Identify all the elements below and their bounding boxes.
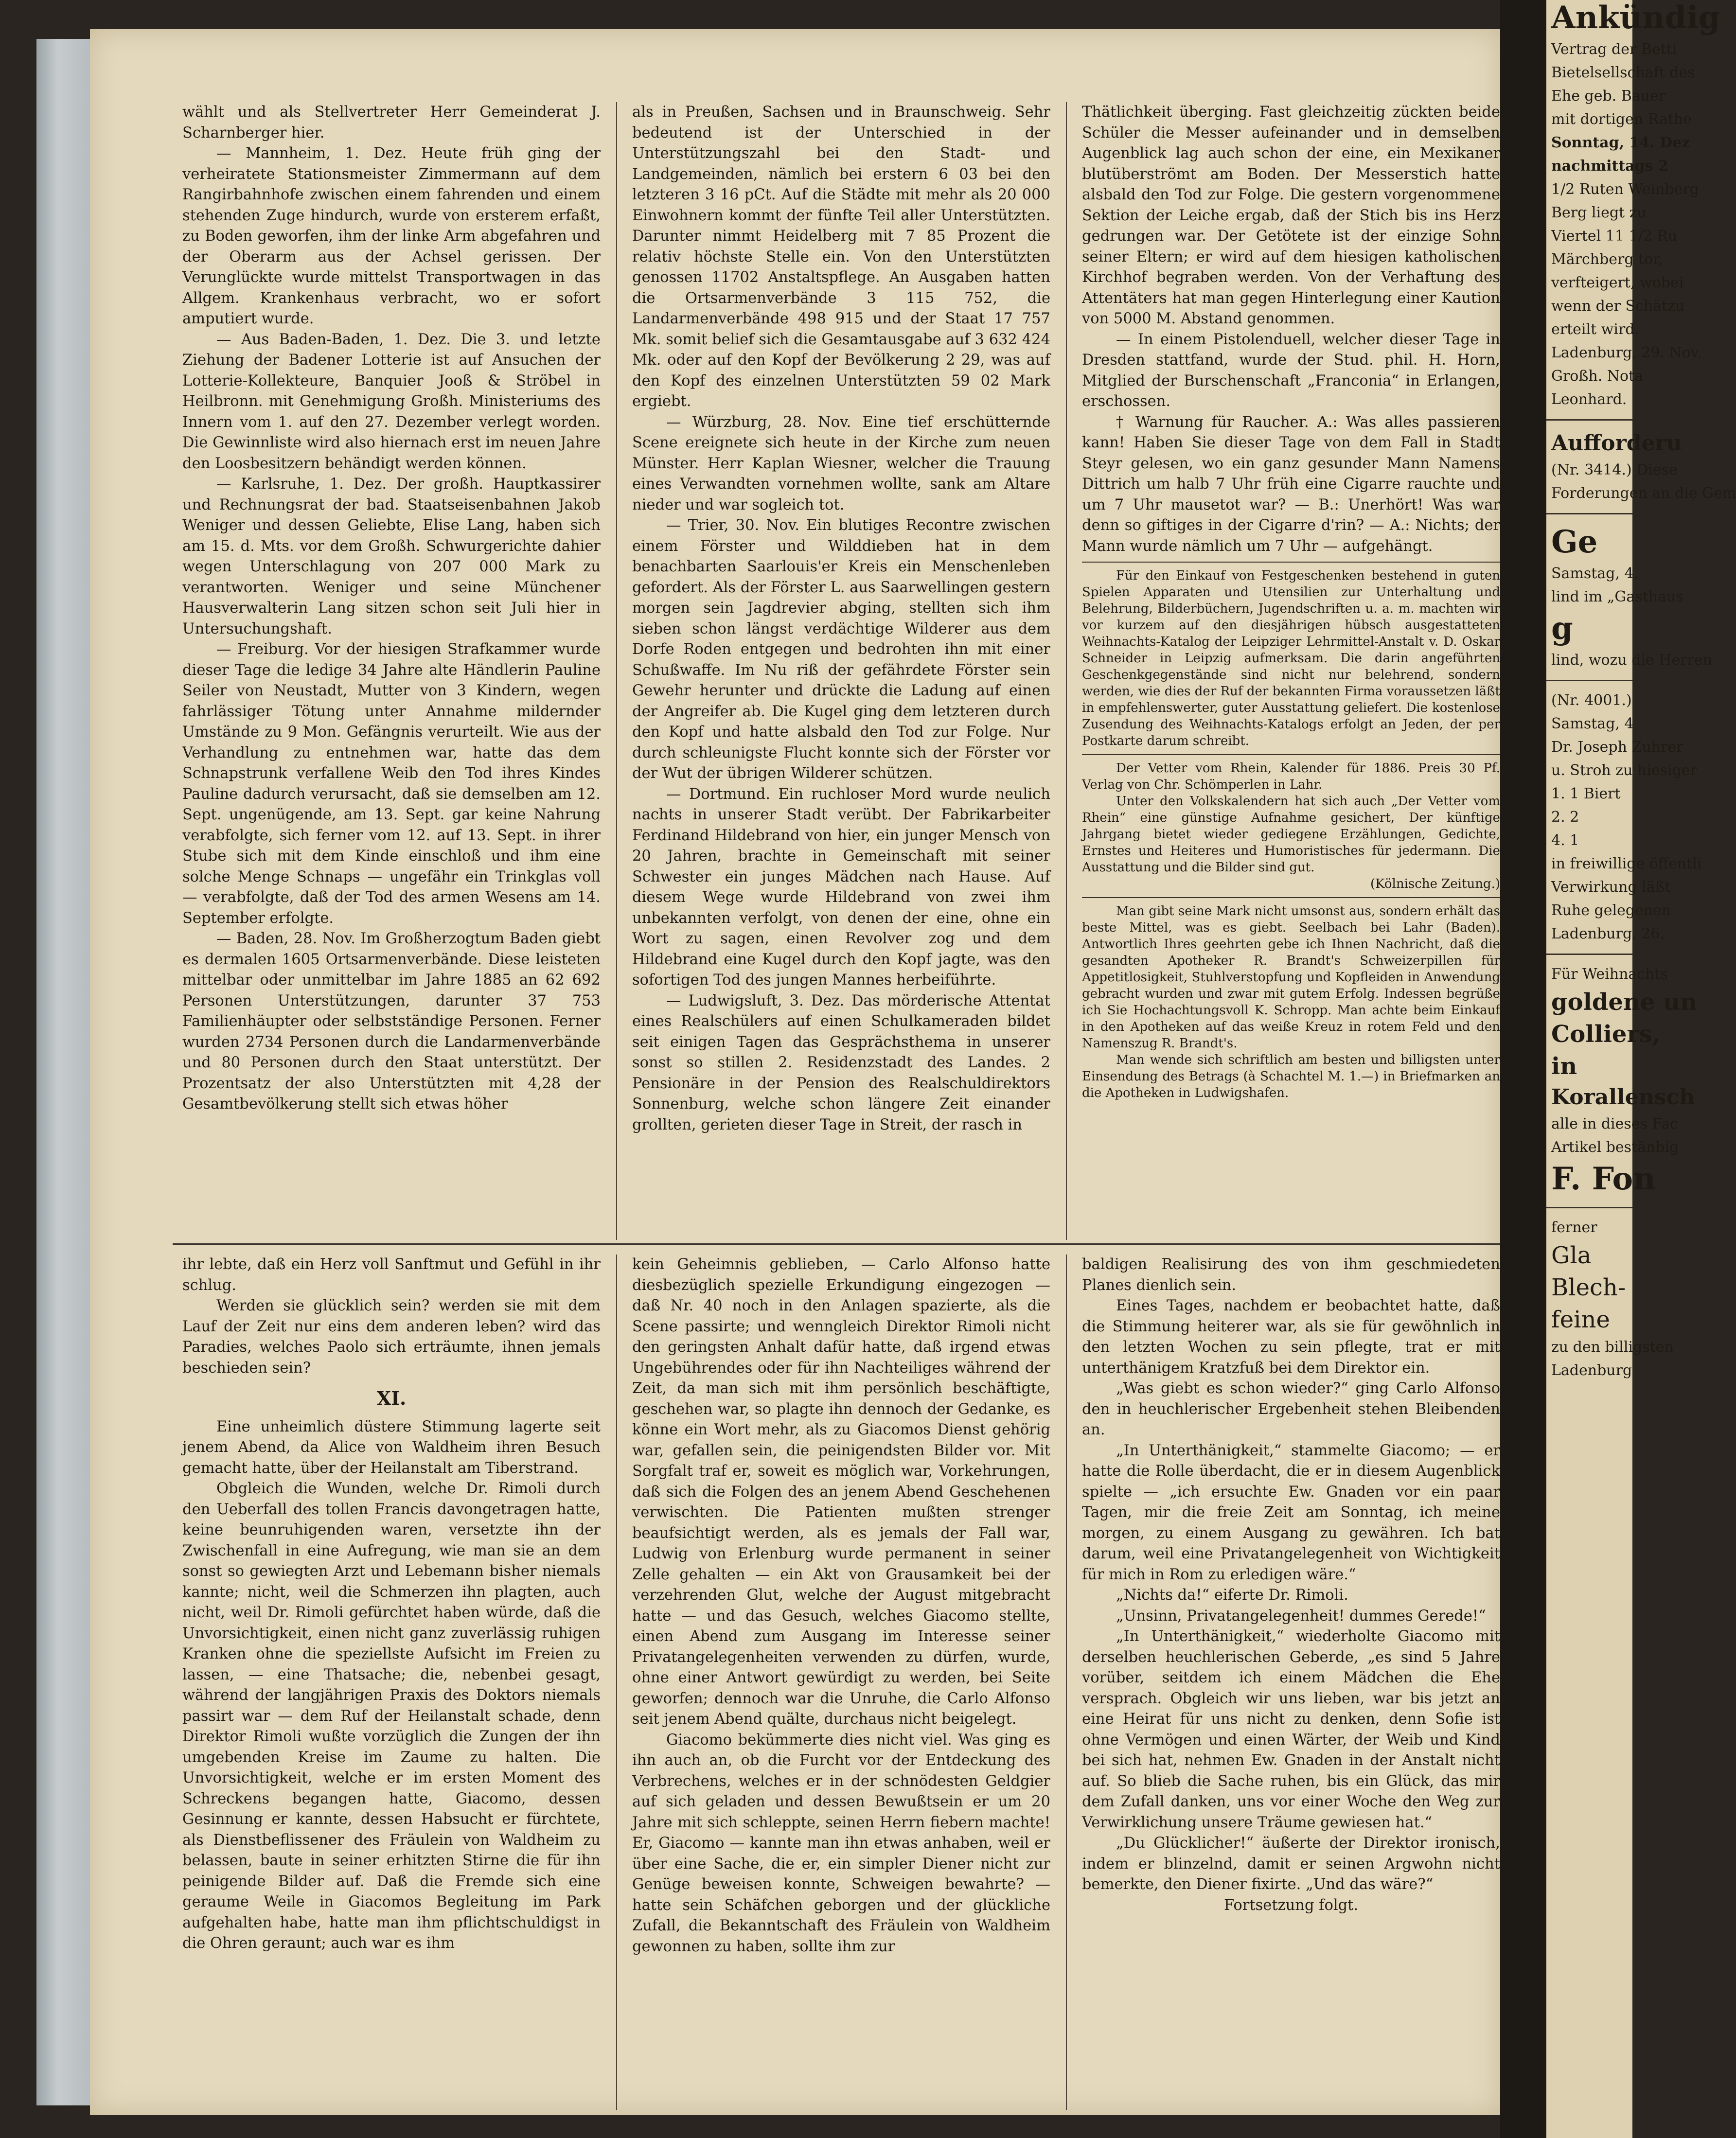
- top-column-3: [1082, 102, 1500, 1240]
- strip-text: Ruhe gelegenen: [1551, 902, 1671, 919]
- strip-text: 4. 1: [1551, 832, 1579, 849]
- strip-text: Forderungen an die Gem: [1551, 485, 1736, 502]
- strip-text: erteilt wird.: [1551, 321, 1640, 338]
- notice-vetter-title: Der Vetter vom Rhein, Kalender für 1886. Preis 30 Pf. Verlag von Chr. Schömperlen in Lahr.: [1082, 761, 1500, 792]
- story-paragraph: Giacomo bekümmerte dies nicht viel. Was ging es ihn auch an, ob die Furcht vor der Entdeckung des Verbrechens, welches er in der schnödesten Geldgier auf sich geladen und dessen Bewußtsein er um 20 Jahre mit sich schleppte, seinen Herrn fiebern machte! Er, Giacomo — kannte man ihn etwas anhaben, weil er über eine Sache, die er, ein simpler Diener nicht zur Genüge beweisen konnte, Schweigen bewahrte? — hatte sein Schäfchen geborgen und der glückliche Zufall, die Bekanntschaft des Fräulein von Waldheim gewonnen zu haben, sollte ihm zur: [632, 1731, 1050, 1955]
- strip-text: 1. 1 Biert: [1551, 785, 1621, 802]
- notice-mark-order: Man wende sich schriftlich am besten und billigsten unter Einsendung des Betrags (à Schachtel M. 1.—) in Briefmarken an die Apotheken in Ludwigshafen.: [1082, 1053, 1500, 1100]
- story-paragraph: Eines Tages, nachdem er beobachtet hatte, daß die Stimmung heiterer war, als sie für gewöhnlich in den letzten Wochen zu sein pflegte, trat er mit unterthänigem Kratzfuß bei dem Direktor ein.: [1082, 1297, 1500, 1377]
- section-rule: [1082, 562, 1500, 563]
- story-paragraph: baldigen Realisirung des von ihm geschmiedeten Planes dienlich sein.: [1082, 1256, 1500, 1294]
- article-ludwigsluft: — Ludwigsluft, 3. Dez. Das mörderische Attentat eines Realschülers auf einen Schulkameraden bildet seit einigen Tagen das Gesprächsthema in unserer sonst so stillen 2. Residenzstadt des Landes. 2 Pensionäre in der Pension des Realschuldirektors Sonnenburg, welche schon längere Zeit einander grollten, gerieten dieser Tage in Streit, der rasch in: [632, 992, 1050, 1133]
- strip-text: Colliers,: [1551, 1021, 1661, 1048]
- strip-text: Samstag, 4: [1551, 715, 1634, 732]
- article-paragraph: Thätlichkeit überging. Fast gleichzeitig zückten beide Schüler die Messer aufeinander und in demselben Augenblick lag auch schon der eine, ein Mexikaner blutüberströmt am Boden. Der Messerstich hatte alsbald den Tod zur Folge. Die gestern vorgenommene Sektion der Leiche ergab, daß der Stich bis ins Herz gedrungen war. Der Getötete ist der einzige Sohn seiner Eltern; er wird auf dem hiesigen katholischen Kirchhof begraben werden. Von der Verhaftung des Attentäters hat man gegen Hinterlegung einer Kaution von 5000 M. Abstand genommen.: [1082, 104, 1500, 327]
- strip-text: in: [1551, 1053, 1577, 1080]
- strip-rule: [1546, 1207, 1632, 1208]
- book-binding: [36, 39, 90, 2105]
- strip-text: ferner: [1551, 1219, 1597, 1236]
- story-paragraph: „Du Glücklicher!“ äußerte der Direktor ironisch, indem er blinzelnd, damit er seinen Argwohn nicht bemerkte, den Diener fixirte. „Und das wäre?“: [1082, 1835, 1500, 1893]
- strip-text: Ge: [1551, 524, 1598, 560]
- article-freiburg: — Freiburg. Vor der hiesigen Strafkammer wurde dieser Tage die ledige 34 Jahre alte Händlerin Pauline Seiler von Neustadt, Mutter von 3 Kindern, wegen fahrlässiger Tötung unter Annahme mildernder Umstände zu 9 Mon. Gefängnis verurteilt. Wie aus der Verhandlung zu entnehmen war, hatte das dem Schnapstrunk verfallene Weib den Tod ihres Kindes Pauline dadurch verursacht, daß sie demselben am 12. Sept. ungenügende, am 13. Sept. gar keine Nahrung verabfolgte, sich ferner vom 12. auf 13. Sept. in ihrer Stube sich mit dem Kinde einschloß und ihm eine solche Menge Schnaps — ungefähr ein Trinkglas voll — verabfolgte, daß der Tod des armen Wesens am 14. September erfolgte.: [182, 641, 601, 927]
- strip-text: Sonntag, 14. Dez: [1551, 134, 1690, 151]
- top-column-1: [182, 102, 601, 1240]
- strip-text: Ladenburg: [1551, 1362, 1632, 1379]
- notice-mark: Man gibt seine Mark nicht umsonst aus, sondern erhält das beste Mittel, was es giebt. Seelbach bei Lahr (Baden). Antwortlich Ihres geehrten gebe ich Ihnen Nachricht, daß die gesandten Apotheker R. Brandt's Schweizerpillen für Appetitlosigkeit, Stuhlverstopfung und Kopfleiden in Anwendung gebracht wurden und zwar mit gutem Erfolg. Indessen begrüße ich Sie Hochachtungsvoll K. Schropp. Man achte beim Einkauf in den Apotheken auf das weiße Kreuz in rotem Feld und den Namenszug R. Brandt's.: [1082, 904, 1500, 1051]
- article-baden: — Baden, 28. Nov. Im Großherzogtum Baden giebt es dermalen 1605 Ortsarmenverbände. Diese leisteten mittelbar oder unmittelbar im Jahre 1885 an 62 692 Personen Unterstützungen, darunter 37 753 Familienhäupter oder selbstständige Personen. Ferner wurden 2734 Personen durch die Landarmenverbände und 80 Personen durch den Staat unterstützt. Der Prozentsatz der also Unterstützten mit 4,28 der Gesamtbevölkerung stellt sich etwas höher: [182, 930, 601, 1113]
- strip-text: wenn der Schätzu: [1551, 298, 1685, 315]
- section-rule: [1082, 754, 1500, 755]
- strip-text: lind im „Gasthaus: [1551, 588, 1683, 605]
- story-paragraph: Werden sie glücklich sein? werden sie mit dem Lauf der Zeit nur eins dem anderen leben? wird das Paradies, welches Paolo sich erträumte, ihnen jemals beschieden sein?: [182, 1297, 601, 1377]
- article-raucher: † Warnung für Raucher. A.: Was alles passieren kann! Haben Sie dieser Tage von dem Fall in Stadt Steyr gelesen, wo ein ganz gesunder Mann Namens Dittrich um halb 7 Uhr früh eine Cigarre rauchte und um 7 Uhr mausetot war? — B.: Unerhört! Was war denn so giftiges in der Cigarre d'rin? — A.: Nichts; der Mann wurde nämlich um 7 Uhr — aufgehängt.: [1082, 413, 1500, 555]
- adjacent-page-strip: [1546, 0, 1736, 2138]
- notice-vetter-source: (Kölnische Zeitung.): [1370, 877, 1500, 891]
- chapter-heading: XI.: [376, 1387, 407, 1409]
- strip-text: Viertel 11 1/2 Ru: [1551, 228, 1678, 245]
- strip-text: Korallensch: [1551, 1085, 1695, 1110]
- story-paragraph: ihr lebte, daß ein Herz voll Sanftmut und Gefühl in ihr schlug.: [182, 1256, 601, 1294]
- strip-text: feine: [1551, 1306, 1610, 1333]
- article-karlsruhe: — Karlsruhe, 1. Dez. Der großh. Hauptkassirer und Rechnungsrat der bad. Staatseisenbahnen Jakob Weniger und dessen Geliebte, Elise Lang, haben sich am 15. d. Mts. vor dem Großh. Schwurgerichte dahier wegen Unterschlagung von 207 000 Mark zu verantworten. Weniger und seine Münchener Hausverwalterin Lang sitzen schon seit Juli hier in Untersuchungshaft.: [182, 476, 601, 637]
- strip-text: u. Stroh zu hiesiger: [1551, 762, 1697, 779]
- strip-text: Aufforderu: [1551, 431, 1682, 456]
- article-baden-baden: — Aus Baden-Baden, 1. Dez. Die 3. und letzte Ziehung der Badener Lotterie ist auf Ansuchen der Lotterie-Kollekteure, Banquier Jooß & Ströbel in Heilbronn. mit Genehmigung Großh. Ministeriums des Innern vom 1. auf den 27. Dezember verlegt worden. Die Gewinnliste wird also hiernach erst im neuen Jahre den Loosbesitzern behändigt werden können.: [182, 331, 601, 472]
- strip-text: Bietelsellschaft des: [1551, 64, 1695, 81]
- story-paragraph: „In Unterthänigkeit,“ stammelte Giacomo; — er hatte die Rolle überdacht, die er in diesem Augenblick spielte — „ich ersuchte Ew. Gnaden vor ein paar Tagen, mir die freie Zeit am Sonntag, ich meine morgen, zu einem Ausgang zu gewähren. Ich bat darum, weil eine Privatangelegenheit von Wichtigkeit für mich in Rom zu erledigen wäre.“: [1082, 1442, 1500, 1583]
- strip-text: (Nr. 4001.): [1551, 692, 1632, 709]
- strip-text: Blech-: [1551, 1274, 1626, 1301]
- strip-text: Artikel bestänbig: [1551, 1139, 1679, 1156]
- section-rule: [1082, 897, 1500, 898]
- strip-text: lind, wozu die Herren: [1551, 652, 1712, 669]
- strip-text: Ehe geb. Bauer: [1551, 88, 1666, 105]
- strip-text: (Nr. 3414.) Diese: [1551, 461, 1678, 478]
- column-rule: [616, 1255, 617, 2110]
- story-paragraph: kein Geheimnis geblieben, — Carlo Alfonso hatte diesbezüglich spezielle Erkundigung eingezogen — daß Nr. 40 noch in den Anlagen spazierte, als die Scene passirte; und wenngleich Direktor Rimoli nicht den geringsten Anhalt dafür hatte, daß irgend etwas Ungebührendes oder für ihn Nachteiliges während der Zeit, da man sich mit ihm persönlich beschäftigte, geschehen war, so plagte ihn dennoch der Gedanke, es könne ein Wort mehr, als zu Giacomos Dienst gehörig war, gefallen sein, die peinigendsten Bilder vor. Mit Sorgfalt traf er, soweit es möglich war, Vorkehrungen, daß sich die Folgen des an jenem Abend Geschehenen verwischten. Die Patienten mußten strenger beaufsichtigt werden, als es jemals der Fall war, Ludwig von Erlenburg wurde permanent in seiner Zelle gehalten — ein Akt von Grausamkeit bei der verzehrenden Glut, welche der August mitgebracht hatte — und das Gesuch, welches Giacomo stellte, einen Abend zum Ausgang im Interesse seiner Privatangelegenheiten verwenden zu dürfen, wurde, ohne einer Antwort gewürdigt zu werden, bei Seite geworfen; dennoch war die Unruhe, die Carlo Alfonso seit jenem Abend quälte, durchaus nicht beigelegt.: [632, 1256, 1050, 1728]
- column-rule: [1066, 1255, 1067, 2110]
- strip-text: g: [1551, 610, 1573, 647]
- article-dresden: — In einem Pistolenduell, welcher dieser Tage in Dresden stattfand, wurde der Stud. phil. H. Horn, Mitglied der Burschenschaft „Franconia“ in Erlangen, erschossen.: [1082, 331, 1500, 410]
- strip-text: Märchberg tor,: [1551, 251, 1663, 268]
- strip-text: Berg liegt zu: [1551, 204, 1647, 221]
- story-paragraph: „In Unterthänigkeit,“ wiederholte Giacomo mit derselben heuchlerischen Geberde, „es sind 5 Jahre vorüber, seitdem ich einem Mädchen die Ehe versprach. Obgleich wir uns lieben, war bis jetzt an eine Heirat für uns nicht zu denken, denn Sofie ist ohne Vermögen und einen Wärter, der Weib und Kind bei sich hat, nehmen Ew. Gnaden in der Anstalt nicht auf. So blieb die Sache ruhen, bis ein Glück, das mir dem Zufall danken, uns vor einer Woche den Weg zur Verwirklichung unsere Träume gewiesen hat.“: [1082, 1628, 1500, 1831]
- strip-text: in freiwillige öffentli: [1551, 855, 1702, 872]
- strip-text: 2. 2: [1551, 809, 1579, 826]
- column-rule: [1066, 102, 1067, 1240]
- strip-rule: [1546, 680, 1632, 681]
- strip-text: nachmittags 2: [1551, 158, 1668, 175]
- story-paragraph: Obgleich die Wunden, welche Dr. Rimoli durch den Ueberfall des tollen Francis davongetragen hatte, keine beunruhigenden waren, versetzte ihn der Zwischenfall in eine Aufregung, wie man sie an dem sonst so gewiegten Arzt und Lebemann bisher niemals kannte; nicht, weil die Schmerzen ihn plagten, auch nicht, weil Dr. Rimoli gefürchtet haben würde, daß die Unvorsichtigkeit, einen nicht ganz zuverlässig ruhigen Kranken ohne die speziellste Aufsicht im Freien zu lassen, — eine Thatsache; die, nebenbei gesagt, während der langjährigen Praxis des Doktors niemals passirt war — dem Ruf der Heilanstalt schade, denn Direktor Rimoli wußte vorzüglich die Zungen der ihn umgebenden Kreise im Zaume zu halten. Die Unvorsichtigkeit, welche er im ersten Moment des Schreckens begangen hatte, Giacomo, dessen Gesinnung er kannte, dessen Habsucht er fürchtete, als Dienstbeflissener des Fräulein von Waldheim zu belassen, baute in seiner erhitzten Stirne die für ihn peinigende Bilder auf. Daß die Fremde sich eine geraume Weile in Giacomos Begleitung im Park aufgehalten habe, hatte man ihm pflichtschuldigst in die Ohren geraunt; auch war es ihm: [182, 1480, 601, 1952]
- strip-text: Gla: [1551, 1242, 1592, 1269]
- strip-text: alle in dieses Fac: [1551, 1115, 1678, 1132]
- story-paragraph: „Was giebt es schon wieder?“ ging Carlo Alfonso den in heuchlerischer Ergebenheit stehen Bleibenden an.: [1082, 1380, 1500, 1438]
- story-paragraph: Eine unheimlich düstere Stimmung lagerte seit jenem Abend, da Alice von Waldheim ihren Besuch gemacht hatte, über der Heilanstalt am Tiberstrand.: [182, 1418, 601, 1477]
- strip-text: Dr. Joseph Zuhrer: [1551, 739, 1683, 756]
- strip-text: Großh. Nota: [1551, 368, 1644, 385]
- strip-text: Vertrag der Betti: [1551, 41, 1677, 58]
- bottom-column-1: [182, 1255, 601, 2110]
- strip-rule: [1546, 513, 1632, 514]
- bottom-column-2: [632, 1255, 1050, 2110]
- article-trier: — Trier, 30. Nov. Ein blutiges Recontre zwischen einem Förster und Wilddieben hat in dem benachbarten Saarlouis'er Kreis ein Menschenleben gefordert. Als der Förster L. aus Saarwellingen gestern morgen sein Jagdrevier abging, stellten sich ihm sieben schon längst verdächtige Wilderer aus dem Dorfe Roden entgegen und bedrohten ihn mit einer Schußwaffe. Im Nu riß der gefährdete Förster sein Gewehr herunter und drückte die Ladung auf einen der Angreifer ab. Die Kugel ging dem letzteren durch den Kopf und hatte alsbald den Tod zur Folge. Nur durch schleunigste Flucht konnte sich der Förster vor der Wut der übrigen Wilderer schützen.: [632, 517, 1050, 782]
- bottom-column-3: [1082, 1255, 1500, 2110]
- page-gutter: [1500, 0, 1546, 2138]
- strip-text: verfteigert, wobei: [1551, 274, 1684, 291]
- top-column-2: [632, 102, 1050, 1240]
- strip-text: zu den billigsten: [1551, 1339, 1674, 1356]
- article-mannheim: — Mannheim, 1. Dez. Heute früh ging der verheiratete Stationsmeister Zimmermann auf dem Rangirbahnhofe zwischen einem fahrenden und einem stehenden Zuge hindurch, wurde von ersterem erfaßt, zu Boden geworfen, ihm der linke Arm abgefahren und der Oberarm aus der Achsel gerissen. Der Verunglückte wurde mittelst Transportwagen in das Allgem. Krankenhaus verbracht, wo er sofort amputiert wurde.: [182, 145, 601, 327]
- strip-rule: [1546, 419, 1632, 421]
- strip-text: Für Weihnachts: [1551, 966, 1668, 983]
- article-paragraph: wählt und als Stellvertreter Herr Gemeinderat J. Scharnberger hier.: [182, 104, 601, 141]
- article-wuerzburg: — Würzburg, 28. Nov. Eine tief erschütternde Scene ereignete sich heute in der Kirche zum neuen Münster. Herr Kaplan Wiesner, welcher die Trauung eines Verwandten vornehmen wollte, sank am Altare nieder und war sogleich tot.: [632, 413, 1050, 513]
- strip-text: F. Fon: [1551, 1161, 1656, 1197]
- article-paragraph: als in Preußen, Sachsen und in Braunschweig. Sehr bedeutend ist der Unterschied in der Unterstützungszahl bei den Stadt- und Landgemeinden, nämlich bei erstern 6 03 bei den letzteren 3 16 pCt. Auf die Städte mit mehr als 20 000 Einwohnern kommt der fünfte Teil aller Unterstützten. Darunter nimmt Heidelberg mit 7 85 Prozent die relativ höchste Stelle ein. Von den Unterstützten genossen 11702 Anstaltspflege. An Ausgaben hatten die Ortsarmenverbände 3 115 752, die Landarmenverbände 498 915 und der Staat 17 757 Mk. somit belief sich die Gesamtausgabe auf 3 632 424 Mk. oder auf den Kopf der Bevölkerung 2 29, was auf den Kopf des einzelnen Unterstützten 59 02 Mark ergiebt.: [632, 104, 1050, 410]
- story-paragraph: „Unsinn, Privatangelegenheit! dummes Gerede!“: [1116, 1607, 1486, 1625]
- story-paragraph: „Nichts da!“ eiferte Dr. Rimoli.: [1116, 1587, 1348, 1604]
- column-rule: [616, 102, 617, 1240]
- notice-vetter-body: Unter den Volkskalendern hat sich auch „Der Vetter vom Rhein“ eine günstige Aufnahme gesichert, Der künftige Jahrgang bietet wieder gediegene Erzählungen, Gedichte, Ernstes und Heiteres und Humoristisches für jedermann. Die Ausstattung und die Bilder sind gut.: [1082, 794, 1500, 875]
- strip-text: Leonhard.: [1551, 391, 1627, 408]
- strip-text: goldene un: [1551, 989, 1697, 1016]
- strip-text: Ladenburg, 29. Nov.: [1551, 344, 1702, 361]
- strip-text: Ankündig: [1551, 0, 1720, 36]
- article-dortmund: — Dortmund. Ein ruchloser Mord wurde neulich nachts in unserer Stadt verübt. Der Fabrikarbeiter Ferdinand Hildebrand von hier, ein junger Mensch von 20 Jahren, brachte in Gemeinschaft mit seiner Schwester ein junges Mädchen nach Hause. Auf diesem Wege wurde Hildebrand von zwei ihm unbekannten verfolgt, von denen der eine, ohne ein Wort zu sagen, einen Revolver zog und dem Hildebrand eine Kugel durch den Kopf jagte, was den sofortigen Tod des jungen Mannes herbeiführte.: [632, 785, 1050, 989]
- newspaper-page: [90, 29, 1500, 2115]
- strip-text: Samstag, 4.: [1551, 565, 1639, 582]
- feuilleton-divider: [173, 1243, 1500, 1245]
- strip-rule: [1546, 954, 1632, 955]
- strip-text: mit dortigen Rathe: [1551, 111, 1692, 128]
- notice-festgeschenke: Für den Einkauf von Festgeschenken bestehend in guten Spielen Apparaten und Utensilien zur Unterhaltung und Belehrung, Bilderbüchern, Jugendschriften u. a. m. machten wir vor kurzem auf den diesjährigen hübsch ausgestatteten Weihnachts-Katalog der Leipziger Lehrmittel-Anstalt v. D. Oskar Schneider in Leipzig aufmerksam. Die darin angeführten Geschenkgegenstände sind nicht nur belehrend, sondern werden, wie dies der Ruf der bekannten Firma voraussetzen läßt in empfehlenswerter, guter Ausstattung geliefert. Die kostenlose Zusendung des Weihnachts-Katalogs erfolgt an Jeden, der per Postkarte darum schreibt.: [1082, 568, 1500, 748]
- strip-text: Ladenburg, 26.: [1551, 925, 1665, 942]
- strip-text: Verwirkung läßt: [1551, 879, 1671, 896]
- strip-text: 1/2 Ruten Weinberg: [1551, 181, 1699, 198]
- continuation-note: Fortsetzung folgt.: [1223, 1896, 1359, 1914]
